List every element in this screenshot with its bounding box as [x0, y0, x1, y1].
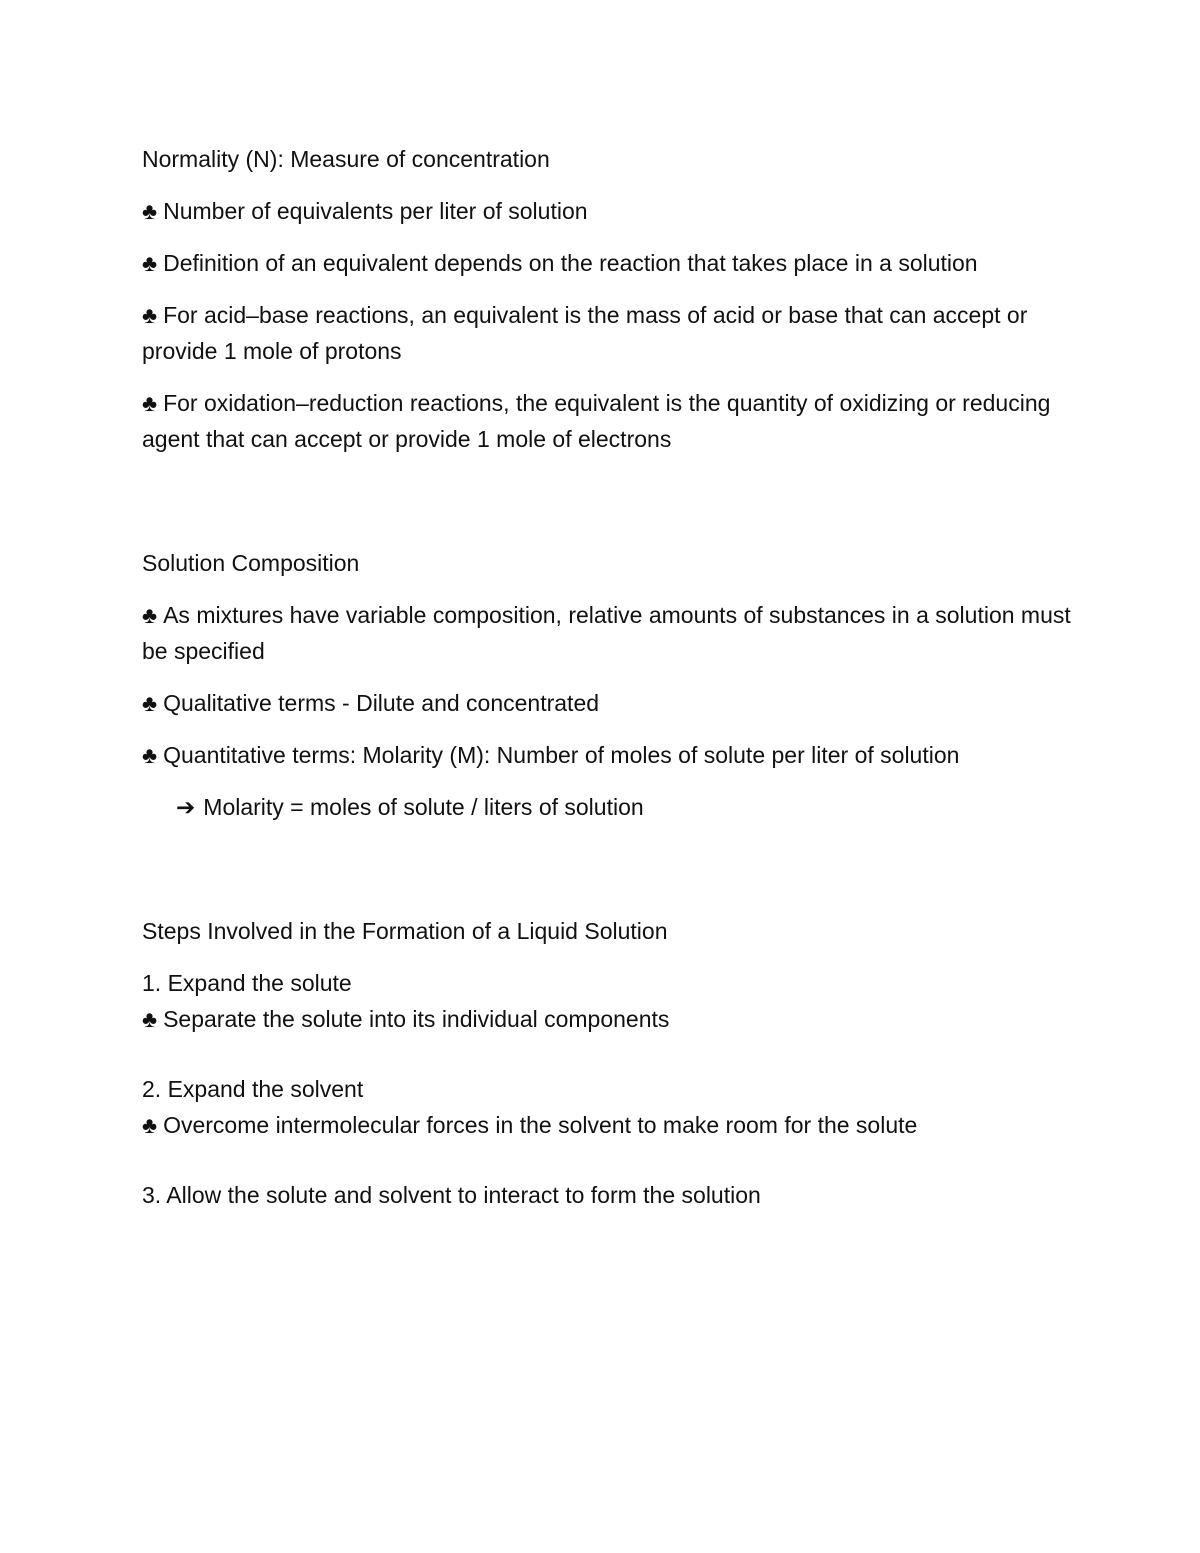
club-bullet-icon: ♣: [142, 390, 158, 416]
arrow-right-icon: ➔: [176, 794, 196, 820]
step-spacer: [142, 1037, 1080, 1071]
step-detail: ♣ Separate the solute into its individual components: [142, 1001, 1080, 1037]
club-bullet-icon: ♣: [142, 198, 158, 224]
bullet-item: ♣ Number of equivalents per liter of solution: [142, 193, 1080, 229]
bullet-item: ♣ For acid–base reactions, an equivalent is the mass of acid or base that can accept or provide 1 mole of protons: [142, 297, 1080, 369]
step-title: 3. Allow the solute and solvent to interact to form the solution: [142, 1182, 761, 1208]
club-bullet-icon: ♣: [142, 742, 158, 768]
step-spacer: [142, 1143, 1080, 1177]
step-title: 1. Expand the solute: [142, 970, 352, 996]
section-heading-normality: Normality (N): Measure of concentration: [142, 146, 550, 172]
bullet-item: ♣ Definition of an equivalent depends on the reaction that takes place in a solution: [142, 245, 1080, 281]
formula-line: ➔ Molarity = moles of solute / liters of solution: [142, 789, 1080, 825]
club-bullet-icon: ♣: [142, 1112, 158, 1138]
section-heading-steps: Steps Involved in the Formation of a Liquid Solution: [142, 918, 668, 944]
club-bullet-icon: ♣: [142, 1006, 158, 1032]
club-bullet-icon: ♣: [142, 250, 158, 276]
bullet-item: ♣ For oxidation–reduction reactions, the equivalent is the quantity of oxidizing or reducing agent that can accept or provide 1 mole of electrons: [142, 385, 1080, 457]
club-bullet-icon: ♣: [142, 690, 158, 716]
bullet-item: ♣ Quantitative terms: Molarity (M): Number of moles of solute per liter of solution: [142, 737, 1080, 773]
step-detail: ♣ Overcome intermolecular forces in the solvent to make room for the solute: [142, 1107, 1080, 1143]
section-heading-solution-composition: Solution Composition: [142, 550, 360, 576]
section-spacer: [142, 457, 1080, 545]
bullet-item: ♣ As mixtures have variable composition, relative amounts of substances in a solution must be specified: [142, 597, 1080, 669]
club-bullet-icon: ♣: [142, 602, 158, 628]
bullet-item: ♣ Qualitative terms - Dilute and concentrated: [142, 685, 1080, 721]
section-spacer: [142, 825, 1080, 913]
club-bullet-icon: ♣: [142, 302, 158, 328]
step-title: 2. Expand the solvent: [142, 1076, 364, 1102]
